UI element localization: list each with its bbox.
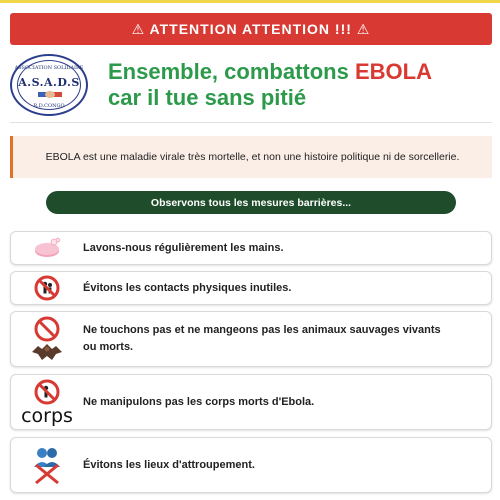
measure-icon-box bbox=[11, 237, 83, 259]
measure-label: Ne manipulons pas les corps morts d'Ebola. bbox=[83, 395, 315, 408]
logo-bottom-text: R.D.CONGO bbox=[33, 103, 65, 109]
barrier-measures-pill: Observons tous les mesures barrières... bbox=[46, 191, 456, 214]
measure-label: Ne touchons pas et ne mangeons pas les animaux sauvages vivants ou morts. bbox=[83, 324, 441, 353]
measure-icon-box bbox=[11, 275, 83, 301]
soap-icon bbox=[32, 237, 62, 259]
logo-top-text: ASSOCIATION SOLIDAIRE bbox=[14, 65, 84, 71]
measure-label: Lavons-nous régulièrement les mains. bbox=[83, 241, 284, 254]
headline bbox=[108, 59, 432, 111]
divider bbox=[10, 122, 492, 123]
handshake-icon bbox=[38, 90, 62, 99]
measure-card-crowds bbox=[10, 437, 492, 493]
measure-icon-box bbox=[11, 445, 83, 485]
top-accent-line bbox=[0, 0, 500, 3]
no-crowds-icon bbox=[31, 445, 63, 485]
headline-part1: Ensemble, combattons bbox=[108, 59, 355, 84]
measure-card-wild-animals bbox=[10, 311, 492, 367]
headline-part2: car il tue sans pitié bbox=[108, 85, 307, 110]
measure-label: Évitons les lieux d'attroupement. bbox=[83, 458, 255, 471]
attention-banner: ⚠ ATTENTION ATTENTION !!! ⚠ bbox=[10, 13, 492, 45]
no-touch-bodies-icon bbox=[34, 379, 60, 405]
measure-card-handwashing bbox=[10, 231, 492, 265]
notice-text: EBOLA est une maladie virale très mortelle, et non une histoire politique ni de sorcellerie. bbox=[45, 151, 460, 163]
header bbox=[10, 52, 492, 118]
measure-label: Évitons les contacts physiques inutiles. bbox=[83, 281, 292, 294]
measure-icon-box bbox=[11, 379, 83, 426]
headline-highlight: EBOLA bbox=[354, 59, 432, 84]
asads-logo bbox=[10, 54, 88, 116]
measure-card-bodies bbox=[10, 374, 492, 430]
ebola-notice bbox=[10, 136, 492, 178]
logo-name: A.S.A.D.S bbox=[18, 76, 80, 89]
no-contact-icon bbox=[34, 275, 60, 301]
corps-caption: corps bbox=[21, 404, 73, 427]
measure-icon-box bbox=[11, 316, 83, 362]
no-wild-animals-icon bbox=[30, 316, 64, 362]
measure-card-no-contact bbox=[10, 271, 492, 305]
